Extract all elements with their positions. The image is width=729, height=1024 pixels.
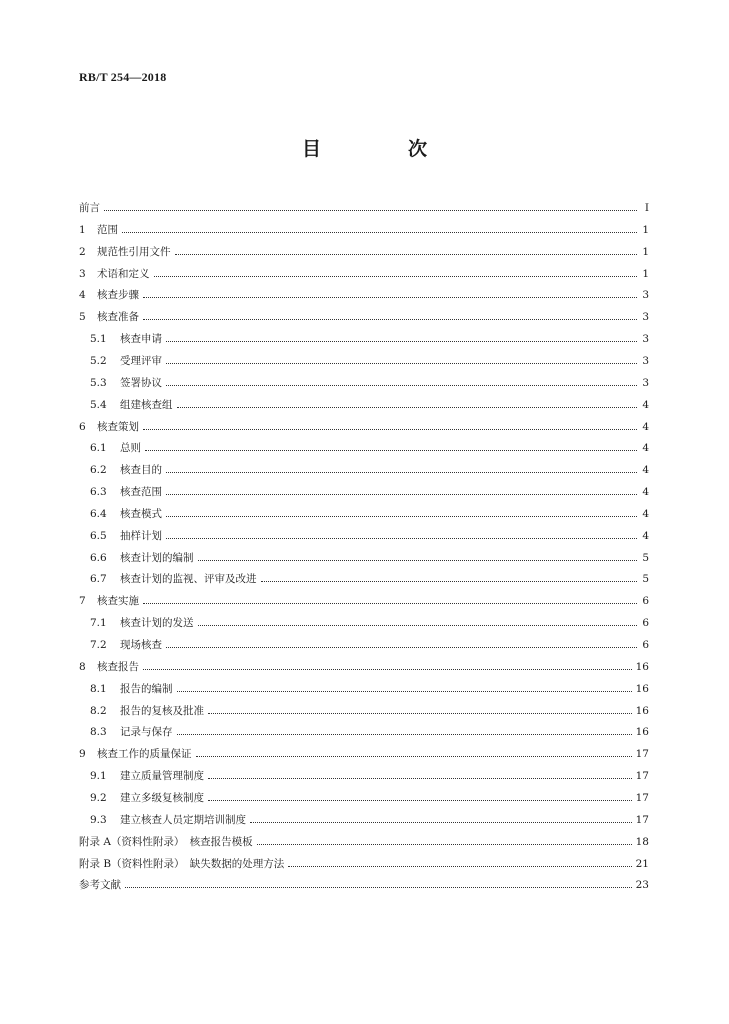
toc-entry-label: 核查计划的发送 [120, 617, 194, 629]
toc-entry-label: 抽样计划 [120, 530, 162, 542]
toc-entry-number: 8 [79, 661, 86, 673]
toc-dot-leader [177, 407, 638, 408]
toc-dot-leader [166, 516, 637, 517]
toc-dot-leader [143, 669, 632, 670]
toc-entry-page-number: 21 [635, 858, 649, 870]
toc-entry-number: 9 [79, 748, 86, 760]
toc-dot-leader [177, 734, 632, 735]
toc-dot-leader [250, 822, 632, 823]
toc-entry-page-number: 6 [642, 639, 649, 651]
toc-entry-number: 6.1 [90, 442, 107, 454]
toc-entry-number: 5.3 [90, 377, 107, 389]
toc-entry-label: 建立质量管理制度 [120, 770, 204, 782]
document-code: RB/T 254—2018 [79, 70, 167, 84]
toc-entry[interactable] [90, 682, 649, 696]
toc-entry-number: 8.1 [90, 683, 107, 695]
toc-entry-page-number: 5 [642, 552, 649, 564]
toc-dot-leader [196, 756, 632, 757]
toc-entry-page-number: 1 [642, 224, 649, 236]
toc-dot-leader [166, 494, 637, 495]
toc-entry-label: 术语和定义 [97, 268, 150, 280]
toc-entry-label: 核查准备 [97, 311, 139, 323]
toc-entry-number: 7 [79, 595, 86, 607]
toc-entry[interactable] [79, 310, 649, 324]
toc-entry[interactable] [90, 463, 649, 477]
toc-entry-label: 核查目的 [120, 464, 162, 476]
toc-entry-number: 6.2 [90, 464, 107, 476]
toc-entry-number: 6.4 [90, 508, 107, 520]
toc-entry[interactable] [79, 835, 649, 849]
toc-entry-label: 核查计划的监视、评审及改进 [120, 573, 257, 585]
toc-entry-label: 组建核查组 [120, 399, 173, 411]
toc-entry-label: 范围 [97, 224, 118, 236]
toc-entry-page-number: 6 [642, 595, 649, 607]
toc-entry-number: 3 [79, 268, 86, 280]
toc-entry-label: 报告的编制 [120, 683, 173, 695]
toc-dot-leader [208, 713, 632, 714]
toc-dot-leader [166, 385, 637, 386]
toc-entry-page-number: 16 [635, 705, 649, 717]
toc-entry[interactable] [79, 267, 649, 281]
toc-entry[interactable] [79, 857, 649, 871]
toc-entry[interactable] [90, 529, 649, 543]
toc-entry[interactable] [90, 638, 649, 652]
toc-entry-page-number: 17 [635, 770, 649, 782]
toc-entry-label: 前言 [79, 202, 100, 214]
toc-entry-label: 规范性引用文件 [97, 246, 171, 258]
toc-entry-label: 记录与保存 [120, 726, 173, 738]
toc-entry[interactable] [90, 441, 649, 455]
toc-dot-leader [198, 625, 638, 626]
toc-entry-number: 9.1 [90, 770, 107, 782]
toc-entry-label: 核查范围 [120, 486, 162, 498]
toc-entry-page-number: 3 [642, 311, 649, 323]
toc-entry-label: 附录 A（资料性附录） 核查报告模板 [79, 836, 253, 848]
toc-entry-number: 8.3 [90, 726, 107, 738]
toc-entry[interactable] [79, 288, 649, 302]
toc-entry-page-number: 3 [642, 289, 649, 301]
toc-dot-leader [166, 472, 637, 473]
toc-entry-page-number: 6 [642, 617, 649, 629]
toc-entry-label: 核查步骤 [97, 289, 139, 301]
toc-entry-number: 1 [79, 224, 86, 236]
toc-entry-page-number: 4 [642, 508, 649, 520]
toc-entry-number: 7.1 [90, 617, 107, 629]
toc-dot-leader [166, 647, 637, 648]
toc-dot-leader [154, 276, 638, 277]
toc-entry-number: 7.2 [90, 639, 107, 651]
toc-entry-page-number: 1 [642, 246, 649, 258]
toc-entry-number: 6.3 [90, 486, 107, 498]
toc-dot-leader [198, 560, 638, 561]
toc-dot-leader [143, 297, 637, 298]
toc-entry-number: 6.7 [90, 573, 107, 585]
toc-entry-number: 2 [79, 246, 86, 258]
toc-entry[interactable] [90, 551, 649, 565]
toc-entry-number: 6.5 [90, 530, 107, 542]
toc-entry-label: 总则 [120, 442, 141, 454]
toc-entry[interactable] [90, 485, 649, 499]
toc-entry-page-number: 3 [642, 333, 649, 345]
toc-entry-label: 建立多级复核制度 [120, 792, 204, 804]
toc-entry-label: 核查报告 [97, 661, 139, 673]
toc-dot-leader [261, 581, 638, 582]
toc-entry-label: 核查策划 [97, 421, 139, 433]
toc-entry-page-number: 23 [635, 879, 649, 891]
toc-dot-leader [257, 844, 632, 845]
toc-entry-number: 6 [79, 421, 86, 433]
toc-dot-leader [166, 363, 637, 364]
toc-dot-leader [166, 538, 637, 539]
toc-entry-page-number: 16 [635, 683, 649, 695]
toc-entry-page-number: 4 [642, 399, 649, 411]
toc-entry-label: 现场核查 [120, 639, 162, 651]
toc-entry-page-number: 4 [642, 442, 649, 454]
toc-entry[interactable] [79, 878, 649, 892]
toc-entry[interactable] [90, 376, 649, 390]
toc-entry-number: 5.2 [90, 355, 107, 367]
toc-entry[interactable] [79, 747, 649, 761]
toc-dot-leader [177, 691, 632, 692]
toc-dot-leader [208, 778, 632, 779]
toc-entry-label: 受理评审 [120, 355, 162, 367]
toc-entry-page-number: Ⅰ [644, 202, 649, 214]
toc-entry-label: 核查申请 [120, 333, 162, 345]
toc-entry[interactable] [90, 769, 649, 783]
toc-entry-number: 6.6 [90, 552, 107, 564]
toc-entry[interactable] [79, 245, 649, 259]
page-title: 目 次 [301, 138, 461, 160]
toc-dot-leader [166, 341, 637, 342]
toc-entry[interactable] [90, 507, 649, 521]
toc-entry[interactable] [79, 201, 649, 215]
toc-entry-page-number: 3 [642, 355, 649, 367]
toc-entry-page-number: 3 [642, 377, 649, 389]
toc-dot-leader [104, 210, 637, 211]
toc-entry[interactable] [79, 660, 649, 674]
toc-entry-label: 核查模式 [120, 508, 162, 520]
toc-entry-page-number: 4 [642, 464, 649, 476]
toc-entry[interactable] [79, 594, 649, 608]
toc-entry-label: 核查计划的编制 [120, 552, 194, 564]
toc-entry-page-number: 5 [642, 573, 649, 585]
toc-entry[interactable] [90, 572, 649, 586]
toc-entry-page-number: 4 [642, 421, 649, 433]
toc-dot-leader [143, 603, 637, 604]
toc-entry-label: 签署协议 [120, 377, 162, 389]
toc-entry-number: 5.4 [90, 399, 107, 411]
toc-entry-page-number: 4 [642, 530, 649, 542]
toc-entry-label: 附录 B（资料性附录） 缺失数据的处理方法 [79, 858, 285, 870]
toc-entry[interactable] [79, 420, 649, 434]
toc-entry-number: 5 [79, 311, 86, 323]
toc-dot-leader [175, 254, 638, 255]
toc-dot-leader [125, 887, 632, 888]
toc-entry[interactable] [90, 791, 649, 805]
toc-entry-number: 9.3 [90, 814, 107, 826]
toc-entry-page-number: 17 [635, 792, 649, 804]
toc-entry-page-number: 16 [635, 726, 649, 738]
toc-entry[interactable] [90, 725, 649, 739]
toc-entry-page-number: 4 [642, 486, 649, 498]
toc-entry-label: 报告的复核及批准 [120, 705, 204, 717]
toc-dot-leader [288, 866, 631, 867]
toc-dot-leader [143, 429, 637, 430]
toc-entry[interactable] [79, 223, 649, 237]
toc-dot-leader [122, 232, 637, 233]
toc-entry[interactable] [90, 332, 649, 346]
toc-entry-number: 9.2 [90, 792, 107, 804]
toc-entry-number: 8.2 [90, 705, 107, 717]
toc-entry-label: 建立核查人员定期培训制度 [120, 814, 246, 826]
toc-entry-page-number: 17 [635, 814, 649, 826]
toc-entry[interactable] [90, 704, 649, 718]
toc-dot-leader [145, 450, 637, 451]
toc-entry-label: 核查工作的质量保证 [97, 748, 192, 760]
toc-entry-label: 参考文献 [79, 879, 121, 891]
toc-entry[interactable] [90, 616, 649, 630]
toc-entry[interactable] [90, 813, 649, 827]
toc-dot-leader [208, 800, 632, 801]
toc-entry-number: 5.1 [90, 333, 107, 345]
toc-entry-page-number: 16 [635, 661, 649, 673]
toc-entry-page-number: 17 [635, 748, 649, 760]
toc-entry[interactable] [90, 398, 649, 412]
toc-entry-label: 核查实施 [97, 595, 139, 607]
toc-dot-leader [143, 319, 637, 320]
toc-entry-number: 4 [79, 289, 86, 301]
toc-entry-page-number: 18 [635, 836, 649, 848]
toc-entry[interactable] [90, 354, 649, 368]
toc-entry-page-number: 1 [642, 268, 649, 280]
